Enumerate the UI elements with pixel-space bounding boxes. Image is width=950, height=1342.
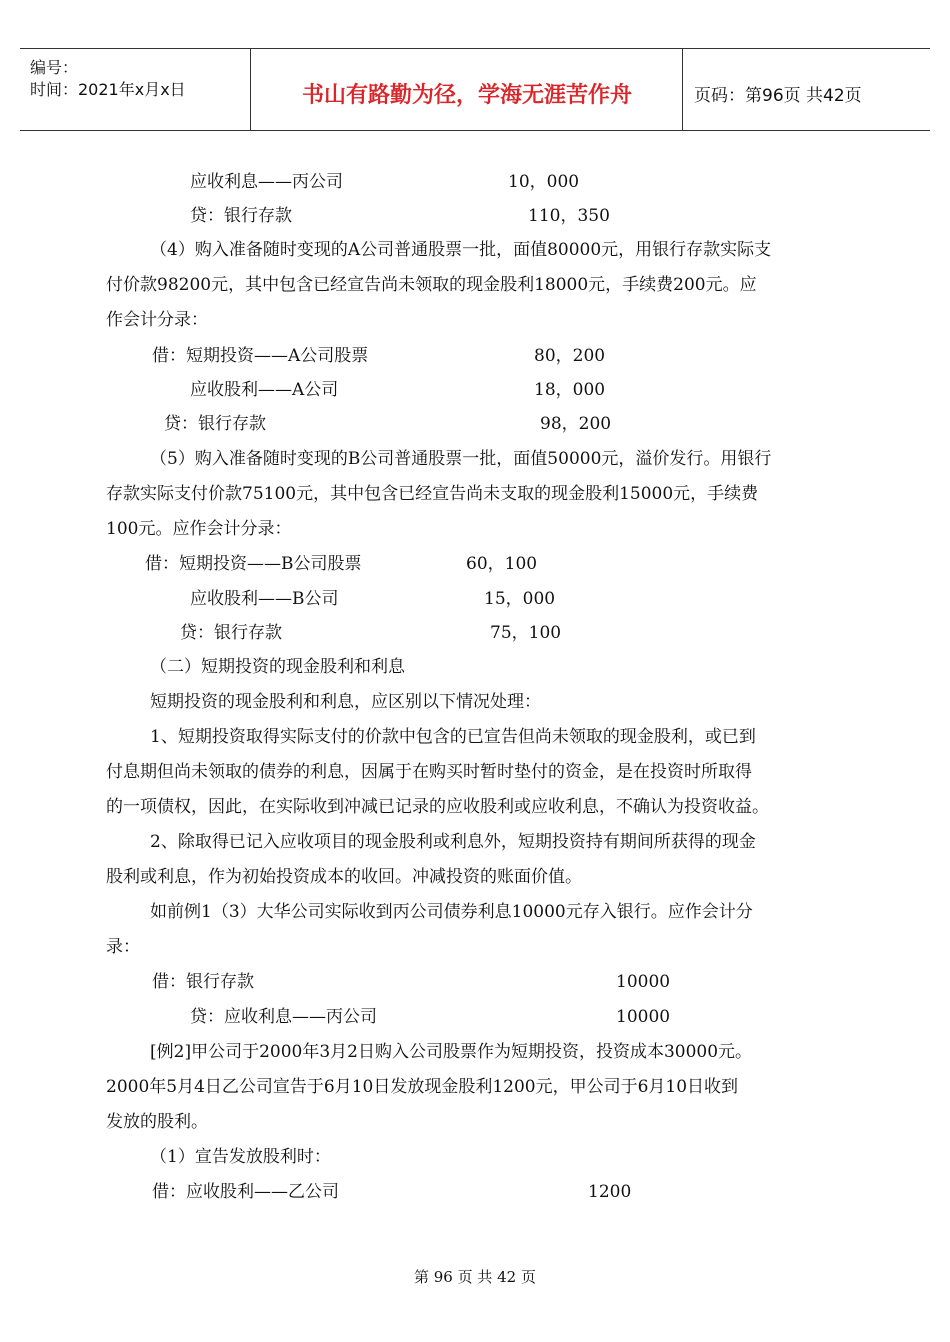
paragraph-line: [例2]甲公司于2000年3月2日购入公司股票作为短期投资，投资成本30000元。 (150, 1042, 753, 1062)
paragraph-line: 作会计分录： (106, 310, 208, 330)
paragraph-line: 股利或利息，作为初始投资成本的收回。冲减投资的账面价值。 (106, 867, 582, 887)
paragraph-line: 付价款98200元，其中包含已经宣告尚未领取的现金股利18000元，手续费200元。应 (106, 275, 757, 295)
page-footer: 第 96 页 共 42 页 (413, 1268, 536, 1286)
entry-amount: 10000 (616, 972, 671, 992)
paragraph-line: 如前例1（3）大华公司实际收到丙公司债券利息10000元存入银行。应作会计分 (150, 902, 753, 922)
paragraph-line: 发放的股利。 (106, 1112, 208, 1132)
paragraph-line: 录： (106, 937, 140, 957)
header-motto-cell (252, 49, 683, 130)
entry-amount: 110，350 (528, 206, 610, 226)
entry-amount: 18，000 (534, 380, 606, 400)
section-heading: （二）短期投资的现金股利和利息 (150, 657, 405, 677)
entry-account: 应收股利——A公司 (190, 380, 339, 400)
paragraph-line: 100元。应作会计分录： (106, 519, 292, 539)
header-page-cell (684, 49, 930, 130)
paragraph-line: 付息期但尚未领取的债券的利息，因属于在购买时暂时垫付的资金，是在投资时所取得 (106, 762, 752, 782)
entry-account: 借：短期投资——A公司股票 (152, 346, 369, 366)
entry-account: 贷：银行存款 (164, 414, 266, 434)
paragraph-line: （5）购入准备随时变现的B公司普通股票一批，面值50000元，溢价发行。用银行 (150, 449, 772, 469)
entry-account: 借：应收股利——乙公司 (152, 1182, 339, 1202)
paragraph-line: （1）宣告发放股利时： (150, 1147, 331, 1167)
entry-amount: 1200 (588, 1182, 632, 1202)
entry-amount: 98，200 (540, 414, 612, 434)
entry-account: 借：短期投资——B公司股票 (145, 554, 362, 574)
entry-account: 应收利息——丙公司 (190, 172, 343, 192)
paragraph-line: 的一项债权，因此，在实际收到冲减已记录的应收股利或应收利息，不确认为投资收益。 (106, 797, 769, 817)
header-info-cell (20, 49, 251, 130)
paragraph-line: （4）购入准备随时变现的A公司普通股票一批，面值80000元，用银行存款实际支 (150, 240, 772, 260)
entry-amount: 10000 (616, 1007, 671, 1027)
document-date-label: 时间：2021年x月x日 (30, 80, 186, 99)
paragraph-line: 2、除取得已记入应收项目的现金股利或利息外，短期投资持有期间所获得的现金 (150, 832, 756, 852)
entry-account: 贷：银行存款 (190, 206, 292, 226)
entry-amount: 10，000 (508, 172, 580, 192)
entry-amount: 60，100 (466, 554, 538, 574)
paragraph-line: 短期投资的现金股利和利息，应区别以下情况处理： (150, 692, 541, 712)
page-header (20, 48, 930, 131)
paragraph-line: 1、短期投资取得实际支付的价款中包含的已宣告但尚未领取的现金股利，或已到 (150, 727, 756, 747)
entry-account: 贷：应收利息——丙公司 (190, 1007, 377, 1027)
document-number-label: 编号： (30, 58, 79, 77)
header-page-number: 页码：第96页 共42页 (694, 86, 862, 106)
entry-account: 借：银行存款 (152, 972, 254, 992)
entry-account: 贷：银行存款 (180, 623, 282, 643)
entry-amount: 75，100 (490, 623, 562, 643)
paragraph-line: 2000年5月4日乙公司宣告于6月10日发放现金股利1200元，甲公司于6月10日收到 (106, 1077, 739, 1097)
entry-account: 应收股利——B公司 (190, 589, 339, 609)
motto-text: 书山有路勤为径，学海无涯苦作舟 (301, 83, 632, 108)
paragraph-line: 存款实际支付价款75100元，其中包含已经宣告尚未支取的现金股利15000元，手续费 (106, 484, 759, 504)
entry-amount: 15，000 (484, 589, 556, 609)
entry-amount: 80，200 (534, 346, 606, 366)
